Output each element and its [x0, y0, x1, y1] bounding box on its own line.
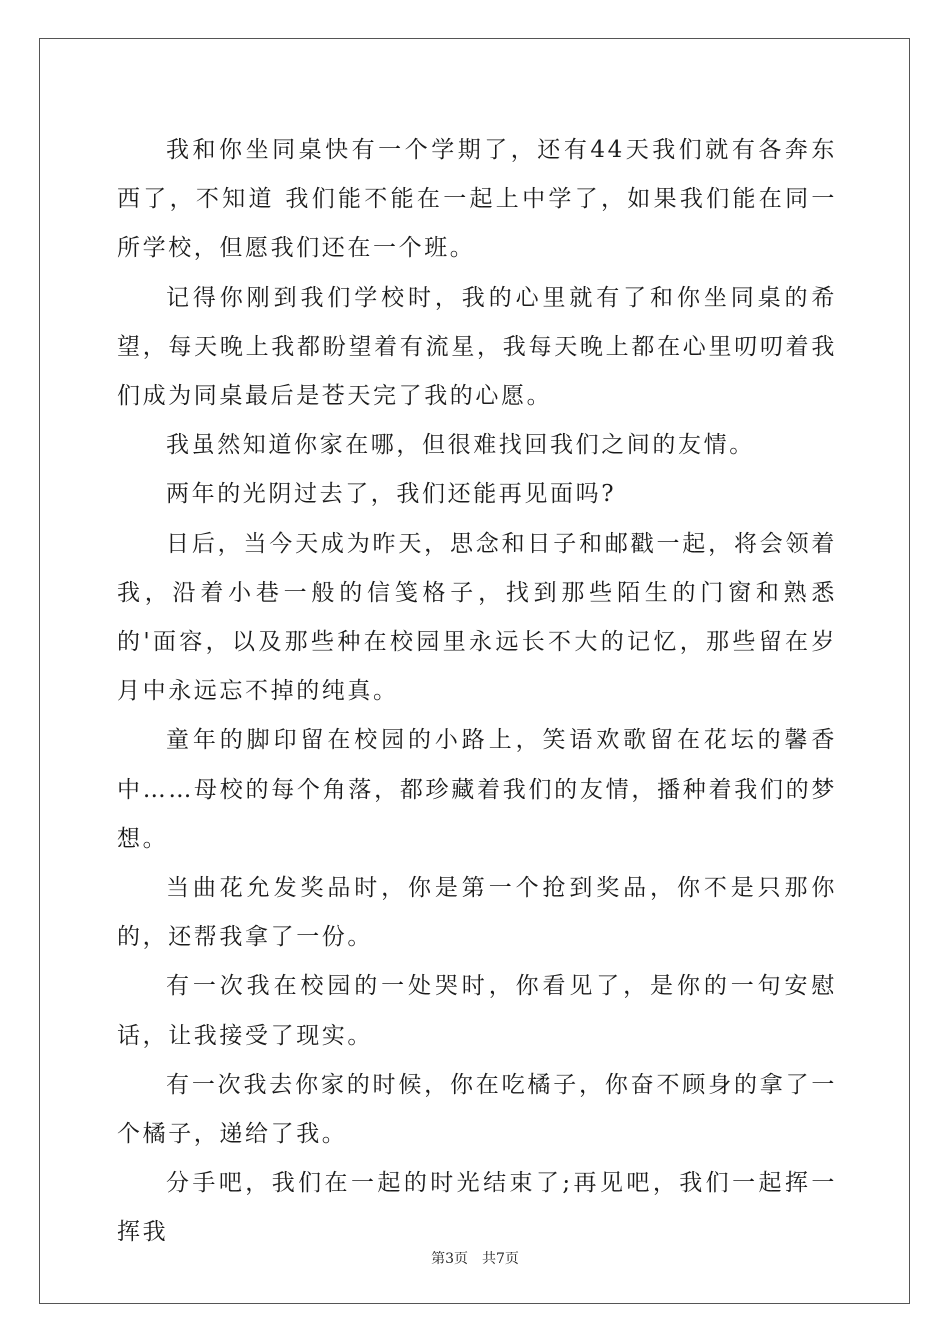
paragraph: 我和你坐同桌快有一个学期了，还有44天我们就有各奔东西了，不知道 我们能不能在一起上中学了，如果我们能在同一所学校，但愿我们还在一个班。 [117, 137, 837, 262]
paragraph: 分手吧，我们在一起的时光结束了;再见吧，我们一起挥一挥我 [117, 1170, 837, 1246]
paragraph: 两年的光阴过去了，我们还能再见面吗? [166, 481, 617, 508]
document-body [117, 126, 837, 1258]
paragraph: 有一次我去你家的时候，你在吃橘子，你奋不顾身的拿了一个橘子，递给了我。 [117, 1071, 837, 1148]
paragraph: 童年的脚印留在校园的小路上，笑语欢歌留在花坛的馨香中……母校的每个角落，都珍藏着我们的友情，播种着我们的梦想。 [117, 727, 837, 852]
page-footer [0, 1248, 950, 1268]
paragraph: 记得你刚到我们学校时，我的心里就有了和你坐同桌的希望，每天晚上我都盼望着有流星，我每天晚上都在心里叨叨着我们成为同桌最后是苍天完了我的心愿。 [117, 284, 837, 410]
paragraph: 有一次我在校园的一处哭时，你看见了，是你的一句安慰话，让我接受了现实。 [117, 973, 837, 1049]
page-number-total: 共7页 [482, 1251, 519, 1267]
paragraph: 我虽然知道你家在哪，但很难找回我们之间的友情。 [166, 432, 755, 459]
page-number-current: 第3页 [431, 1251, 468, 1267]
paragraph: 日后，当今天成为昨天，思念和日子和邮戳一起，将会领着我，沿着小巷一般的信笺格子，找到那些陌生的门窗和熟悉的'面容，以及那些种在校园里永远长不大的记忆，那些留在岁月中永远忘不掉的纯真。 [117, 530, 837, 705]
paragraph: 当曲花允发奖品时，你是第一个抢到奖品，你不是只那你的，还帮我拿了一份。 [117, 875, 837, 951]
